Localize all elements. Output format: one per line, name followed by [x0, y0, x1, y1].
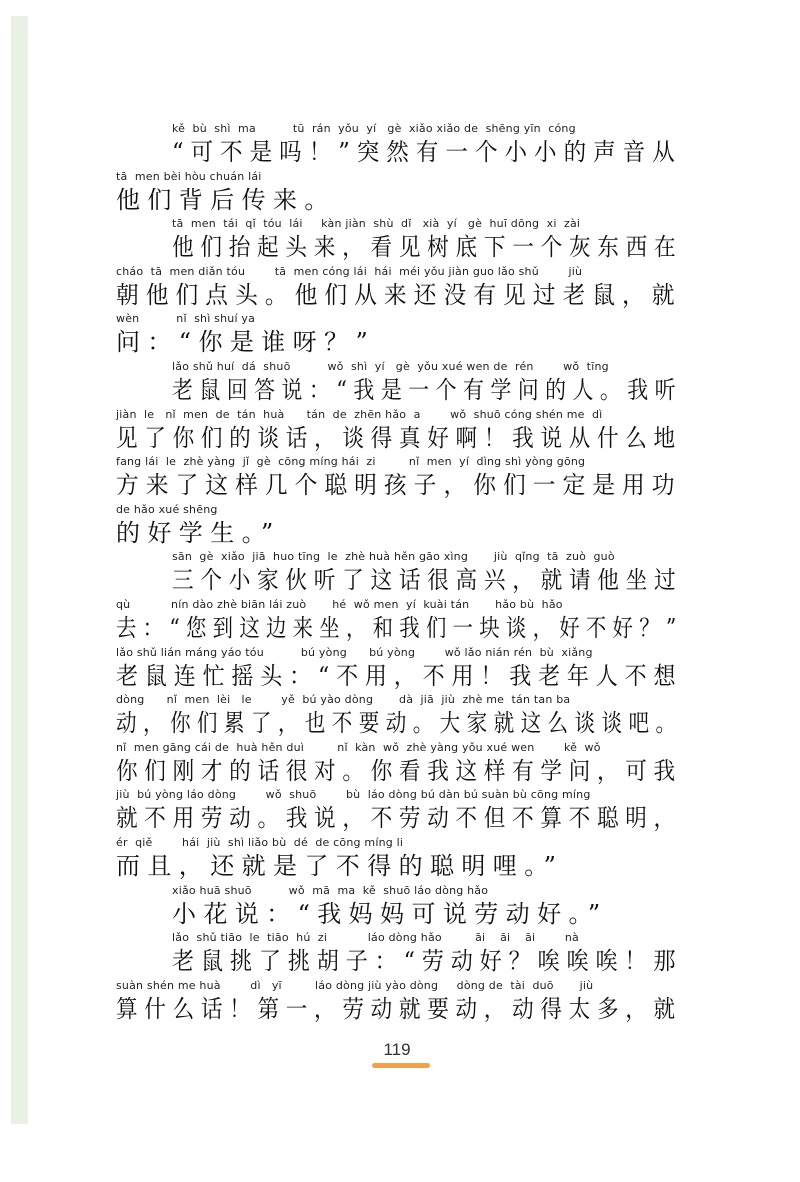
chinese-text: 算什么话！第一，劳动就要动，动得太多，就: [116, 994, 682, 1023]
text-line: [116, 929, 682, 977]
text-line: [116, 310, 682, 358]
pinyin-annotation: ér qiě hái jiù shì liǎo bù dé de cōng míng li: [116, 835, 404, 849]
text-line: [116, 501, 682, 549]
text-line: [116, 977, 682, 1025]
pinyin-annotation: lǎo shǔ lián máng yáo tóu bú yòng bú yòng wǒ lǎo nián rén bù xiǎng: [116, 645, 593, 659]
text-line: [116, 358, 682, 406]
text-line: [116, 168, 682, 216]
pinyin-annotation: jiàn le nǐ men de tán huà tán de zhēn hǎo a wǒ shuō cóng shén me dì: [116, 407, 603, 421]
chinese-text: 你们刚才的话很对。你看我这样有学问，可我: [116, 756, 682, 785]
text-line: [116, 215, 682, 263]
text-line: [116, 691, 682, 739]
pinyin-annotation: nǐ men gāng cái de huà hěn duì nǐ kàn wǒ zhè yàng yǒu xué wen kě wǒ: [116, 740, 601, 754]
pinyin-annotation: de hǎo xué shēng: [116, 502, 218, 516]
pinyin-annotation: tā men tái qǐ tóu lái kàn jiàn shù dǐ xià yí gè huī dōng xi zài: [172, 217, 581, 231]
text-line: [116, 596, 682, 644]
chinese-text: 小花说：“我妈妈可说劳动好。”: [172, 899, 608, 928]
text-line: [116, 834, 682, 882]
pinyin-annotation: kě bù shì ma tū rán yǒu yí gè xiǎo xiǎo de shēng yīn cóng: [172, 122, 576, 135]
text-line: [116, 406, 682, 454]
chinese-text: 问：“你是谁呀？”: [116, 328, 376, 357]
chinese-text: 动，你们累了，也不要动。大家就这么谈谈吧。: [116, 709, 683, 738]
page-number-underline: [372, 1063, 430, 1068]
chinese-text: 朝他们点头。他们从来还没有见过老鼠，就: [116, 280, 682, 309]
chinese-text: 老鼠回答说：“我是一个有学问的人。我听: [172, 375, 683, 404]
pinyin-annotation: qù nín dào zhè biān lái zuò hé wǒ men yí kuài tán hǎo bù hǎo: [116, 597, 563, 611]
story-text-body: [116, 120, 682, 1024]
pinyin-annotation: fang lái le zhè yàng jǐ gè cōng míng hái zi nǐ men yí dìng shì yòng gōng: [116, 455, 586, 469]
text-line: [116, 739, 682, 787]
chinese-text: 的好学生。”: [116, 518, 281, 547]
pinyin-annotation: jiù bú yòng láo dòng wǒ shuō bù láo dòng bú dàn bú suàn bù cōng míng: [116, 788, 591, 802]
pinyin-annotation: tā men bèi hòu chuán lái: [116, 169, 262, 183]
chinese-text: 三个小家伙听了这话很高兴，就请他坐过: [172, 566, 683, 595]
page-number: 119: [383, 1040, 411, 1059]
pinyin-annotation: xiǎo huā shuō wǒ mā ma kě shuō láo dòng hǎo: [172, 883, 489, 897]
pinyin-annotation: cháo tā men diǎn tóu tā men cóng lái hái méi yǒu jiàn guo lǎo shǔ jiù: [116, 264, 583, 278]
pinyin-annotation: lǎo shǔ huí dá shuō wǒ shì yí gè yǒu xué wen de rén wǒ tīng: [172, 359, 609, 373]
pinyin-annotation: suàn shén me huà dì yī láo dòng jiù yào dòng dòng de tài duō jiù: [116, 978, 594, 992]
chinese-text: 老鼠连忙摇头：“不用，不用！我老年人不想: [116, 661, 683, 690]
chinese-text: 去：“您到这边来坐，和我们一块谈，好不好？”: [116, 613, 683, 642]
chinese-text: 老鼠挑了挑胡子：“劳动好？唉唉唉！那: [172, 947, 683, 976]
chinese-text: 见了你们的谈话，谈得真好啊！我说从什么地: [116, 423, 682, 452]
pinyin-annotation: lǎo shǔ tiāo le tiāo hú zi láo dòng hǎo āi āi āi nà: [172, 931, 579, 945]
chinese-text: “可不是吗！”突然有一个小小的声音从: [172, 138, 682, 166]
text-line: [116, 263, 682, 311]
text-line: [116, 786, 682, 834]
text-line: [116, 644, 682, 692]
page-side-strip: [11, 16, 28, 1124]
pinyin-annotation: wèn nǐ shì shuí ya: [116, 312, 256, 326]
text-line: [116, 453, 682, 501]
pinyin-annotation: dòng nǐ men lèi le yě bú yào dòng dà jiā jiù zhè me tán tan ba: [116, 693, 571, 707]
chinese-text: 就不用劳动。我说，不劳动不但不算不聪明，: [116, 804, 682, 833]
text-line: [116, 548, 682, 596]
chinese-text: 方来了这样几个聪明孩子，你们一定是用功: [116, 471, 682, 500]
chinese-text: 而且，还就是了不得的聪明哩。”: [116, 851, 564, 880]
pinyin-annotation: sān gè xiǎo jiā huo tīng le zhè huà hěn gāo xìng jiù qǐng tā zuò guò: [172, 550, 615, 564]
text-line: [116, 120, 682, 168]
chinese-text: 他们抬起头来，看见树底下一个灰东西在: [172, 233, 683, 262]
text-line: [116, 882, 682, 930]
chinese-text: 他们背后传来。: [116, 185, 336, 214]
